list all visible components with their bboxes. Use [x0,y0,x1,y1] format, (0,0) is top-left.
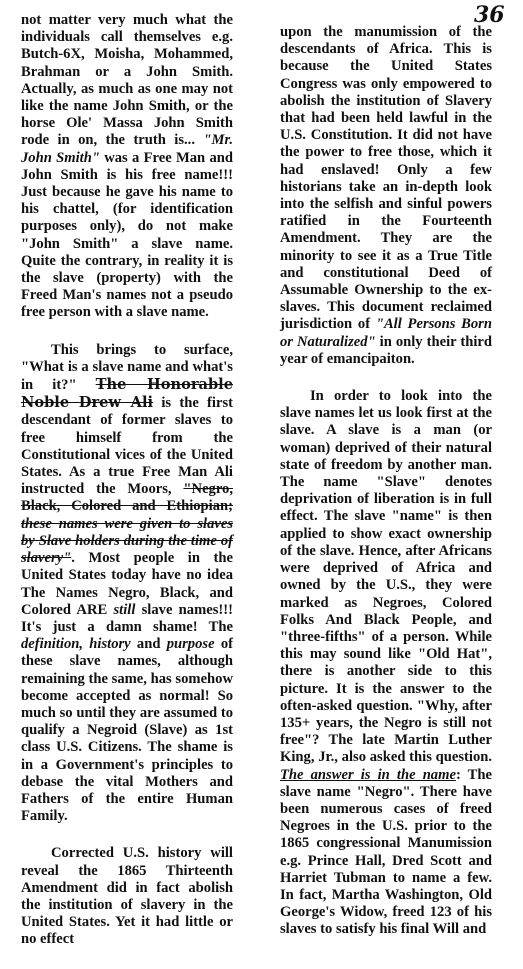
text-run: . Most people in the United States today have no idea The Names Negro, Black, and Colored ARE [21,550,233,618]
emphasis-text: The answer is in the name [280,766,456,783]
emphasis-text: "All Persons Born or Naturalized" [280,316,492,350]
page-number: 36 [474,2,505,28]
left-paragraph-3: Corrected U.S. history will reveal the 1865 Thirteenth Amendment did in fact abolish the institution of slavery in the United States. Yet it had little or no effect [21,845,233,948]
text-run: is the first descendant of former slaves to free himself from the Constitutional vices of the United States. As a true Free Man Ali instructed the Moors, [21,395,233,498]
text-run: This brings to surface, "What is a slave name and what's in it?" [21,341,233,394]
text-run: : The slave name "Negro". There have been numerous cases of freed Negroes in the U.S. prior to the 1865 congressional Manumission e.g. Prince Hall, Dred Scott and Harriet Tubman to name a few. In fact, Martha Washington, Old George's Widow, freed 123 of his slaves to satisfy his final Will and [280,766,493,938]
text-run: not matter very much what the individuals call themselves e.g. Butch-6X, Moisha, Mohammed, Brahman or a John Smith. Actually, as much as one may not like the name John Smith, or the horse Ole' Massa John Smith rode in on, the truth is... [21,12,233,149]
right-column [280,24,492,959]
right-paragraph-1 [280,24,492,368]
text-run: slave names!!! It's just a damn shame! The [21,601,233,635]
text-run: In order to look into the slave names let us look first at the slave. A slave is a man (or woman) deprived of their natural state of freedom by another man. The name "Slave" denotes deprivation of liberation is in full effect. The slave "name" is then applied to show exact ownership of the slave. Hence, after Africans were deprived of Africa and owned by the U.S., they were marked as Negroes, Colored Folks And Black People, and "three-fifths" of a person. While this may sound like "Old Hat", there is another side to this picture. It is the answer to the often-asked question. "Why, after 135+ years, the Negro is still not free"? The late Martin Luther King, Jr., also asked this question. [280,388,492,766]
left-column [21,12,233,969]
struck-text: "Negro, Black, Colored and Ethiopian; [21,481,233,515]
right-paragraph-2 [280,388,492,939]
text-run: in only their third year of emancipaiton. [280,333,492,367]
text-run: was a Free Man and John Smith is his free name!!! Just because he gave his name to his chattel, (for identification purposes only), do not make "John Smith" a slave name. Quite the contrary, in reality it is the slave (property) with the Freed Man's names not a pseudo free person with a slave name. [21,149,233,321]
text-run: and [130,636,167,653]
struck-italic-text: these names were given to slaves by Slave holders during the time of slavery" [21,515,233,567]
left-paragraph-1 [21,12,233,322]
emphasis-text: definition, history [21,636,131,653]
emphasis-text: still [113,601,136,618]
emphasis-text: "Mr. John Smith" [21,132,233,166]
emphasis-text: purpose [166,636,215,653]
text-run: upon the manumission of the descendants of Africa. This is because the United States Congress was only empowered to abolish the institution of Slavery that had been held lawful in the U.S. Constitution. It did not have the power to free those, which it had enslaved! Only a few historians take an in-depth look into the selfish and sinful powers ratified in the Fourteenth Amendment. They are the minority to see it as a True Title and constitutional Deed of Assumable Ownership to the ex-slaves. This document reclaimed jurisdiction of [280,24,492,333]
struck-text: The Honorable Noble Drew Ali [21,376,233,412]
text-run: of these slave names, although remaining the same, has somehow become accepted as normal! So much so until they are assumed to qualify a Negroid (Slave) as 1st class U.S. Citizens. The shame is in a Government's principles to debase the vital Mothers and Fathers of the entire Human Family. [21,636,233,825]
left-paragraph-2 [21,342,233,826]
